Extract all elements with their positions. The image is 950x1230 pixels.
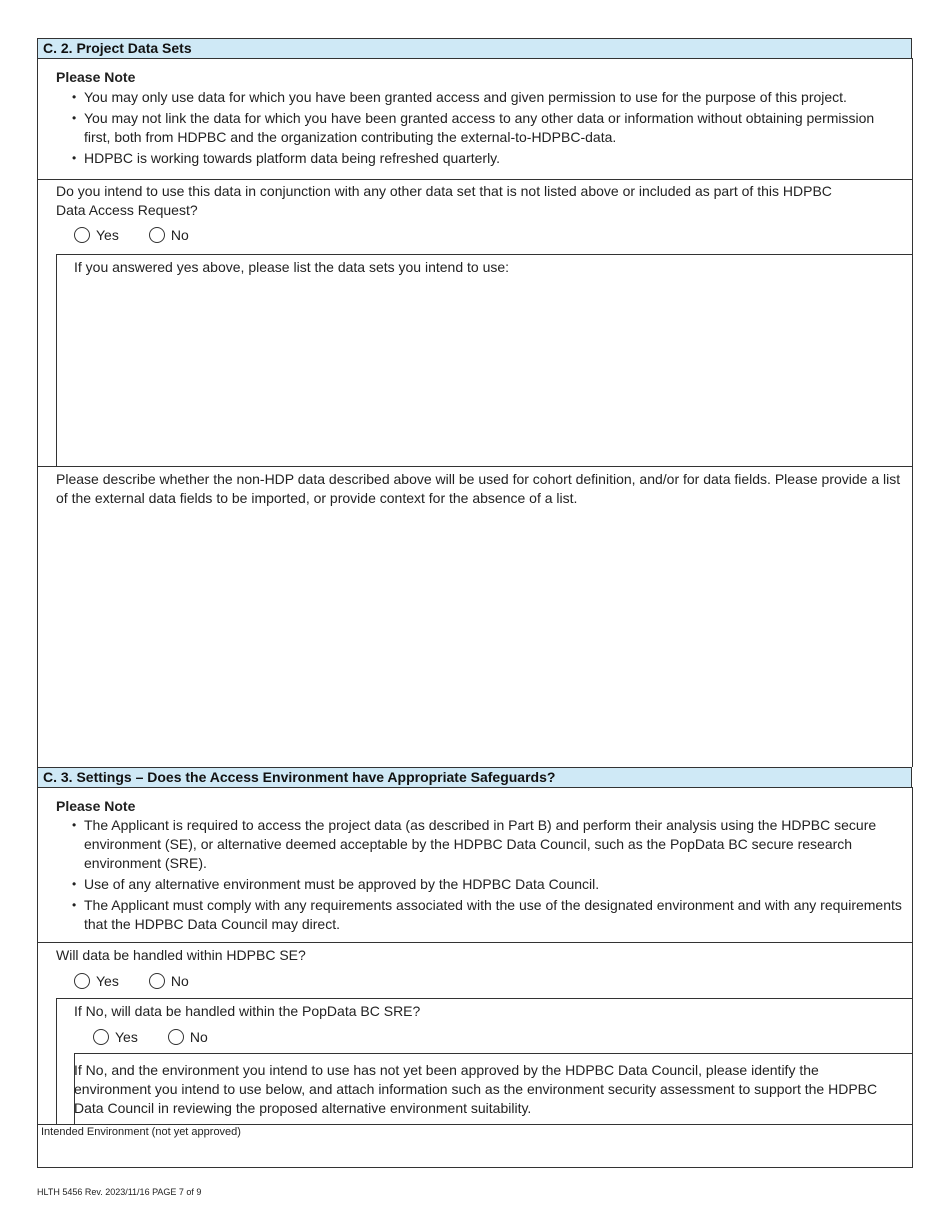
radio-button[interactable]	[149, 973, 165, 989]
divider	[56, 998, 912, 999]
c2-datasets-followup-label: If you answered yes above, please list the data sets you intend to use:	[74, 259, 510, 275]
radio-label: Yes	[115, 1029, 138, 1045]
c3-question-alternative-environment: If No, and the environment you intend to use has not yet been approved by the HDPBC Data Council, please identify the environment you intend to use below, and attach information such as the environment security assessment to support the HDPBC Data Council in reviewing the proposed alternative environment suitability.	[74, 1062, 878, 1116]
divider	[56, 254, 912, 255]
c3-note-item: • Use of any alternative environment must be approved by the HDPBC Data Council.	[72, 875, 902, 894]
c2-question-other-datasets: Do you intend to use this data in conjunction with any other data set that is not listed above or included as part of this HDPBC Data Access Request?	[56, 183, 832, 218]
c3-question-popdata-sre: If No, will data be handled within the PopData BC SRE?	[74, 1003, 421, 1019]
c3-q2-radio-group	[93, 1029, 238, 1045]
section-c3-right-border	[912, 787, 913, 1168]
divider	[37, 1167, 913, 1168]
c3-note-list	[72, 816, 902, 936]
radio-button[interactable]	[74, 973, 90, 989]
divider	[37, 466, 912, 467]
c3-q1-no-option[interactable]	[149, 973, 189, 989]
c2-note-item: • HDPBC is working towards platform data being refreshed quarterly.	[72, 149, 902, 168]
indent-border	[56, 254, 57, 466]
radio-label: No	[189, 1029, 208, 1045]
c3-question-hdpbc-se: Will data be handled within HDPBC SE?	[56, 947, 306, 963]
radio-button[interactable]	[93, 1029, 109, 1045]
c3-q2-yes-option[interactable]	[93, 1029, 138, 1045]
radio-label: Yes	[96, 227, 119, 243]
intended-environment-label: Intended Environment (not yet approved)	[41, 1126, 241, 1138]
c2-note-item: • You may only use data for which you have been granted access and given permission to use for the purpose of this project.	[72, 88, 902, 107]
radio-label: No	[170, 227, 189, 243]
section-c3-header: C. 3. Settings – Does the Access Environment have Appropriate Safeguards?	[37, 767, 912, 788]
radio-button[interactable]	[149, 227, 165, 243]
divider	[37, 179, 912, 180]
c3-note-item: • The Applicant is required to access the project data (as described in Part B) and perform their analysis using the HDPBC secure environment (SE), or alternative deemed acceptable by the HDPBC Data Council, such as the PopData BC secure research environment (SRE).	[72, 816, 902, 873]
c2-q1-no-option[interactable]	[149, 227, 189, 243]
c2-note-list	[72, 88, 902, 170]
intended-environment-input[interactable]	[39, 1141, 910, 1166]
section-c2-header: C. 2. Project Data Sets	[37, 38, 912, 59]
divider	[74, 1053, 912, 1054]
c3-q1-radio-group	[74, 973, 219, 989]
radio-button[interactable]	[168, 1029, 184, 1045]
divider	[37, 1124, 912, 1125]
c2-note-item: • You may not link the data for which you have been granted access to any other data or information without obtaining permission first, both from HDPBC and the organization contributing the external-to-HDPBC-data.	[72, 109, 902, 147]
divider	[37, 942, 912, 943]
c3-q2-no-option[interactable]	[168, 1029, 208, 1045]
section-c2-left-border	[37, 58, 38, 767]
c2-datasets-textarea[interactable]	[58, 280, 910, 464]
c2-q1-radio-group	[74, 227, 219, 243]
c2-q1-yes-option[interactable]	[74, 227, 119, 243]
c2-note-title: Please Note	[56, 69, 136, 85]
form-footer: HLTH 5456 Rev. 2023/11/16 PAGE 7 of 9	[37, 1187, 202, 1197]
section-c3-left-border	[37, 787, 38, 1168]
c2-question-non-hdp-data: Please describe whether the non-HDP data described above will be used for cohort definition, and/or for data fields. Please provide a list of the external data fields to be imported, or provide context for the absence of a list.	[56, 471, 901, 506]
section-c2-right-border	[912, 58, 913, 767]
indent-border	[56, 998, 57, 1124]
radio-label: No	[170, 973, 189, 989]
c3-note-title: Please Note	[56, 798, 136, 814]
radio-label: Yes	[96, 973, 119, 989]
c3-note-item: • The Applicant must comply with any requirements associated with the use of the designated environment and with any requirements that the HDPBC Data Council may direct.	[72, 896, 902, 934]
radio-button[interactable]	[74, 227, 90, 243]
c3-q1-yes-option[interactable]	[74, 973, 119, 989]
c2-non-hdp-textarea[interactable]	[39, 512, 910, 764]
